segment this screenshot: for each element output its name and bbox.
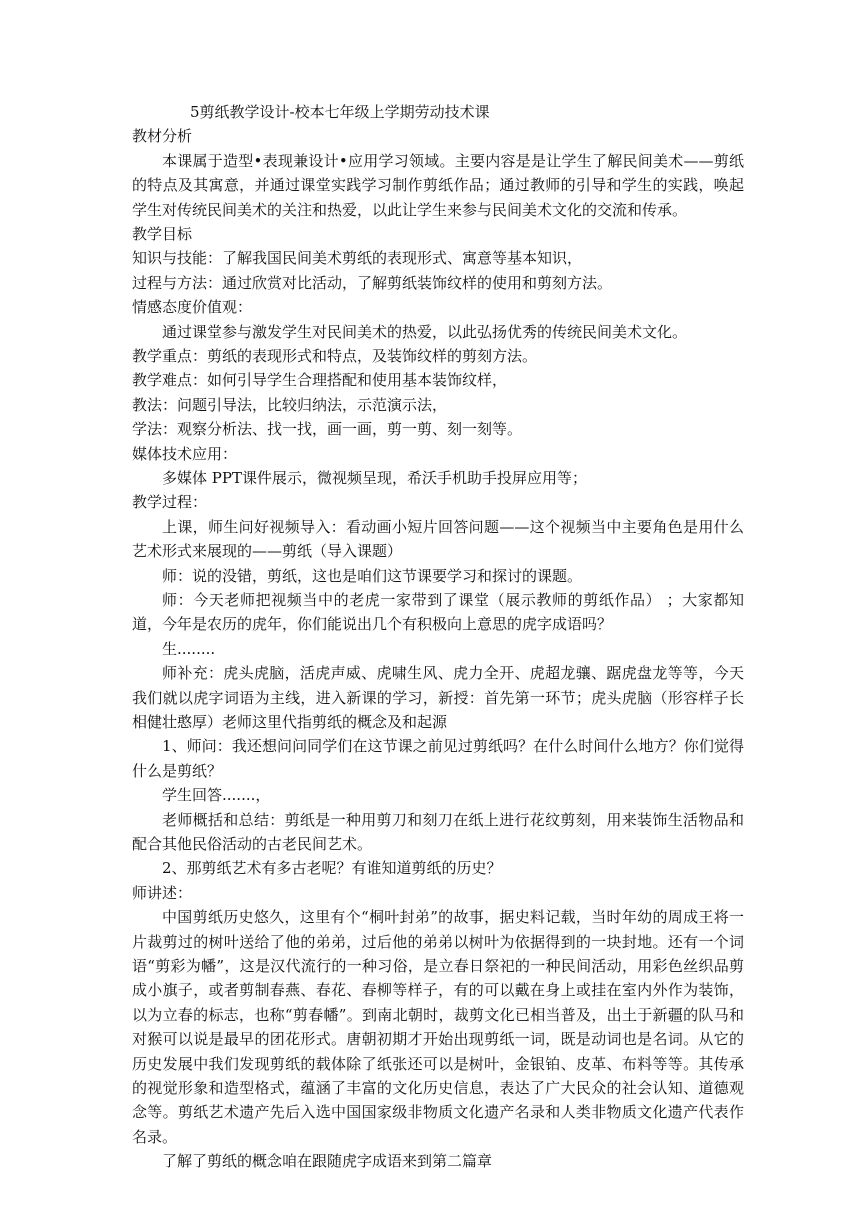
heading-emotion-values: 情感态度价值观： [132,298,253,317]
paragraph-process-10: 师讲述： [132,883,193,902]
paragraph-process-8: 老师概括和总结：剪纸是一种用剪刀和刻刀在纸上进行花纹剪刻，用来装饰生活物品和配合其他民俗活动的古老民间艺术。 [132,810,744,853]
paragraph-process-12: 了解了剪纸的概念咱在跟随虎字成语来到第二篇章 [162,1152,493,1171]
heading-teaching-goals: 教学目标 [132,225,193,243]
document-title: 5剪纸教学设计-校本七年级上学期劳动技术课 [190,103,490,121]
paragraph-process-6: 1、师问：我还想问问同学们在这节课之前见过剪纸吗？在什么时间什么地方？你们觉得什么是剪纸？ [132,737,744,780]
paragraph-emotion-values: 通过课堂参与激发学生对民间美术的热爱，以此弘扬优秀的传统民间美术文化。 [162,322,688,341]
teaching-difficulty: 教学难点：如何引导学生合理搭配和使用基本装饰纹样， [132,371,508,390]
heading-material-analysis: 教材分析 [132,127,193,146]
paragraph-material-analysis: 本课属于造型•表现兼设计•应用学习领域。主要内容是是让学生了解民间美术——剪纸的特点及其寓意，并通过课堂实践学习制作剪纸作品；通过教师的引导和学生的实践，唤起学生对传统民间美术的关注和热爱，以此让学生来参与民间美术文化的交流和传承。 [132,151,744,219]
paragraph-process-5: 师补充：虎头虎脑，活虎声威、虎啸生风、虎力全开、虎超龙骧、踞虎盘龙等等，今天我们就以虎字词语为主线，进入新课的学习，新授：首先第一环节；虎头虎脑（形容样子长相健壮憨厚）老师这里代指剪纸的概念及和起源 [132,664,744,731]
paragraph-process-11: 中国剪纸历史悠久，这里有个“桐叶封弟”的故事，据史料记载，当时年幼的周成王将一片裁剪过的树叶送给了他的弟弟，过后他的弟弟以树叶为依据得到的一块封地。还有一个词语“剪彩为幡”，这是汉代流行的一种习俗，是立春日祭祀的一种民间活动，用彩色丝织品剪成小旗子，或者剪制春燕、春花、春柳等样子，有的可以戴在身上或挂在室内外作为装饰，以为立春的标志，也称“剪春幡”。到南北朝时，裁剪文化已相当普及，出土于新疆的队马和对猴可以说是最早的团花形式。唐朝初期才开始出现剪纸一词，既是动词也是名词。从它的历史发展中我们发现剪纸的载体除了纸张还可以是树叶，金银铂、皮革、布料等等。其传承的视觉形象和造型格式，蕴涵了丰富的文化历史信息，表达了广大民众的社会认知、道德观念等。剪纸艺术遗产先后入选中国国家级非物质文化遗产名录和人类非物质文化遗产代表作名录。 [132,908,744,1146]
document-page [132,100,744,1174]
paragraph-process-4: 生........ [162,639,216,658]
teaching-method: 教法：问题引导法，比较归纳法，示范演示法， [132,395,448,414]
goal-process-methods: 过程与方法：通过欣赏对比活动，了解剪纸装饰纹样的使用和剪刻方法。 [132,273,613,292]
paragraph-process-1: 上课，师生问好视频导入：看动画小短片回答问题——这个视频当中主要角色是用什么艺术形式来展现的——剪纸（导入课题） [132,517,744,561]
heading-media-technology: 媒体技术应用： [132,444,238,463]
paragraph-process-9: 2、那剪纸艺术有多古老呢？有谁知道剪纸的历史？ [162,859,502,878]
paragraph-process-2: 师：说的没错，剪纸，这也是咱们这节课要学习和探讨的课题。 [162,566,583,585]
learning-method: 学法：观察分析法、找一找，画一画，剪一剪、刻一刻等。 [132,420,523,439]
teaching-key-point: 教学重点：剪纸的表现形式和特点，及装饰纹样的剪刻方法。 [132,346,538,365]
paragraph-process-3: 师：今天老师把视频当中的老虎一家带到了课堂（展示教师的剪纸作品） ；大家都知道，今年是农历的虎年，你们能说出几个有积极向上意思的虎字成语吗？ [132,590,744,634]
goal-knowledge-skills: 知识与技能：了解我国民间美术剪纸的表现形式、寓意等基本知识， [132,249,583,268]
paragraph-process-7: 学生回答.......， [162,786,271,805]
heading-teaching-process: 教学过程： [132,493,208,512]
paragraph-media-technology: 多媒体 PPT课件展示，微视频呈现，希沃手机助手投屏应用等； [162,468,587,487]
